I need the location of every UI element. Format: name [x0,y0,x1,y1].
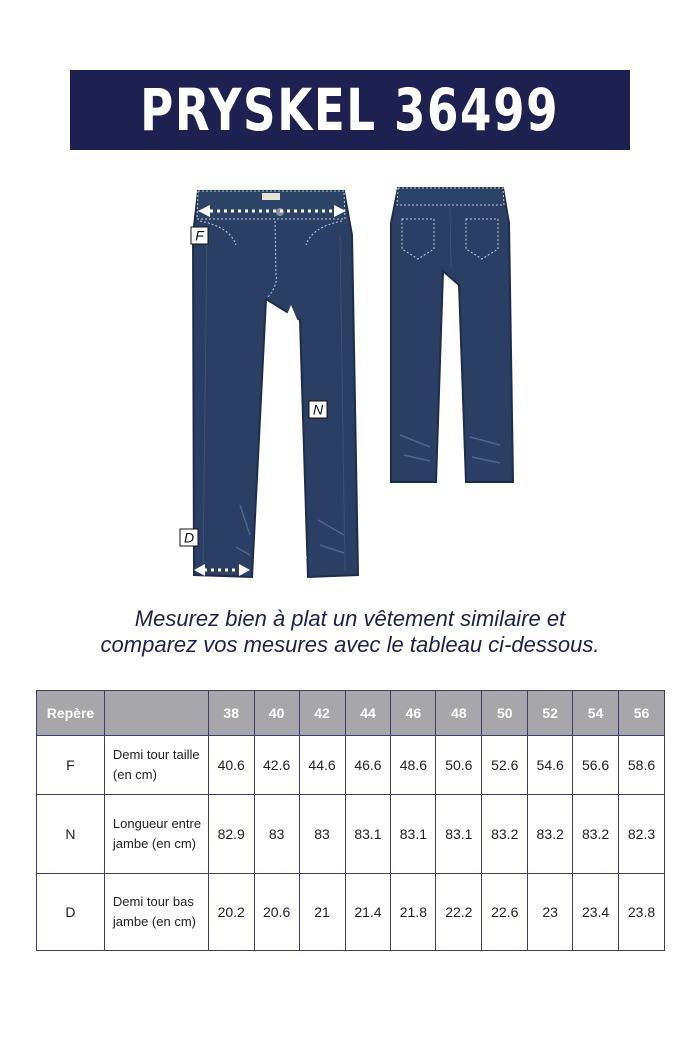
value-cell: 21.4 [345,874,391,951]
header-repere: Repère [37,691,105,736]
value-cell: 83 [299,795,345,874]
size-header: 50 [482,691,528,736]
value-cell: 83.2 [573,795,619,874]
value-cell: 21 [299,874,345,951]
size-header: 48 [436,691,482,736]
value-cell: 20.2 [208,874,254,951]
value-cell: 23 [528,874,573,951]
jeans-illustration [0,175,700,595]
value-cell: 50.6 [436,736,482,795]
row-label: Demi tour bas jambe (en cm) [104,874,208,951]
value-cell: 22.2 [436,874,482,951]
value-cell: 54.6 [528,736,573,795]
row-label: Demi tour taille (en cm) [104,736,208,795]
header-blank [104,691,208,736]
value-cell: 46.6 [345,736,391,795]
jeans-back-waistband [397,188,504,205]
value-cell: 83.1 [391,795,436,874]
size-header: 44 [345,691,391,736]
size-header: 52 [528,691,573,736]
title-banner [70,70,630,150]
size-header: 46 [391,691,436,736]
value-cell: 83.1 [436,795,482,874]
value-cell: 83.2 [482,795,528,874]
table-row [37,874,665,951]
row-label: Longueur entre jambe (en cm) [104,795,208,874]
size-table [36,690,665,951]
size-header: 42 [299,691,345,736]
jeans-front [180,191,358,577]
jeans-front-label [262,193,280,200]
value-cell: 22.6 [482,874,528,951]
value-cell: 23.4 [573,874,619,951]
jeans-back [391,188,513,482]
value-cell: 40.6 [208,736,254,795]
size-header: 56 [619,691,665,736]
value-cell: 83.2 [528,795,573,874]
table-row [37,795,665,874]
value-cell: 20.6 [254,874,299,951]
value-cell: 52.6 [482,736,528,795]
jeans-front-body [193,191,358,577]
hem-marker: D [183,529,195,546]
value-cell: 48.6 [391,736,436,795]
value-cell: 56.6 [573,736,619,795]
jeans-back-body [391,188,513,482]
value-cell: 21.8 [391,874,436,951]
value-cell: 82.9 [208,795,254,874]
value-cell: 83 [254,795,299,874]
value-cell: 42.6 [254,736,299,795]
size-table-header [37,691,665,736]
value-cell: 23.8 [619,874,665,951]
row-marker: F [37,736,105,795]
size-header: 54 [573,691,619,736]
value-cell: 82.3 [619,795,665,874]
value-cell: 58.6 [619,736,665,795]
value-cell: 83.1 [345,795,391,874]
table-row [37,736,665,795]
size-header: 40 [254,691,299,736]
instructions-line-1: Mesurez bien à plat un vêtement similaire et [134,606,566,631]
size-header: 38 [208,691,254,736]
value-cell: 44.6 [299,736,345,795]
waist-marker: F [195,227,204,244]
instructions-line-2: comparez vos mesures avec le tableau ci-dessous. [100,632,600,657]
row-marker: N [37,795,105,874]
row-marker: D [37,874,105,951]
measurement-instructions [0,606,700,658]
page-title: PRYSKEL 36499 [140,76,560,144]
inseam-marker: N [312,401,324,418]
